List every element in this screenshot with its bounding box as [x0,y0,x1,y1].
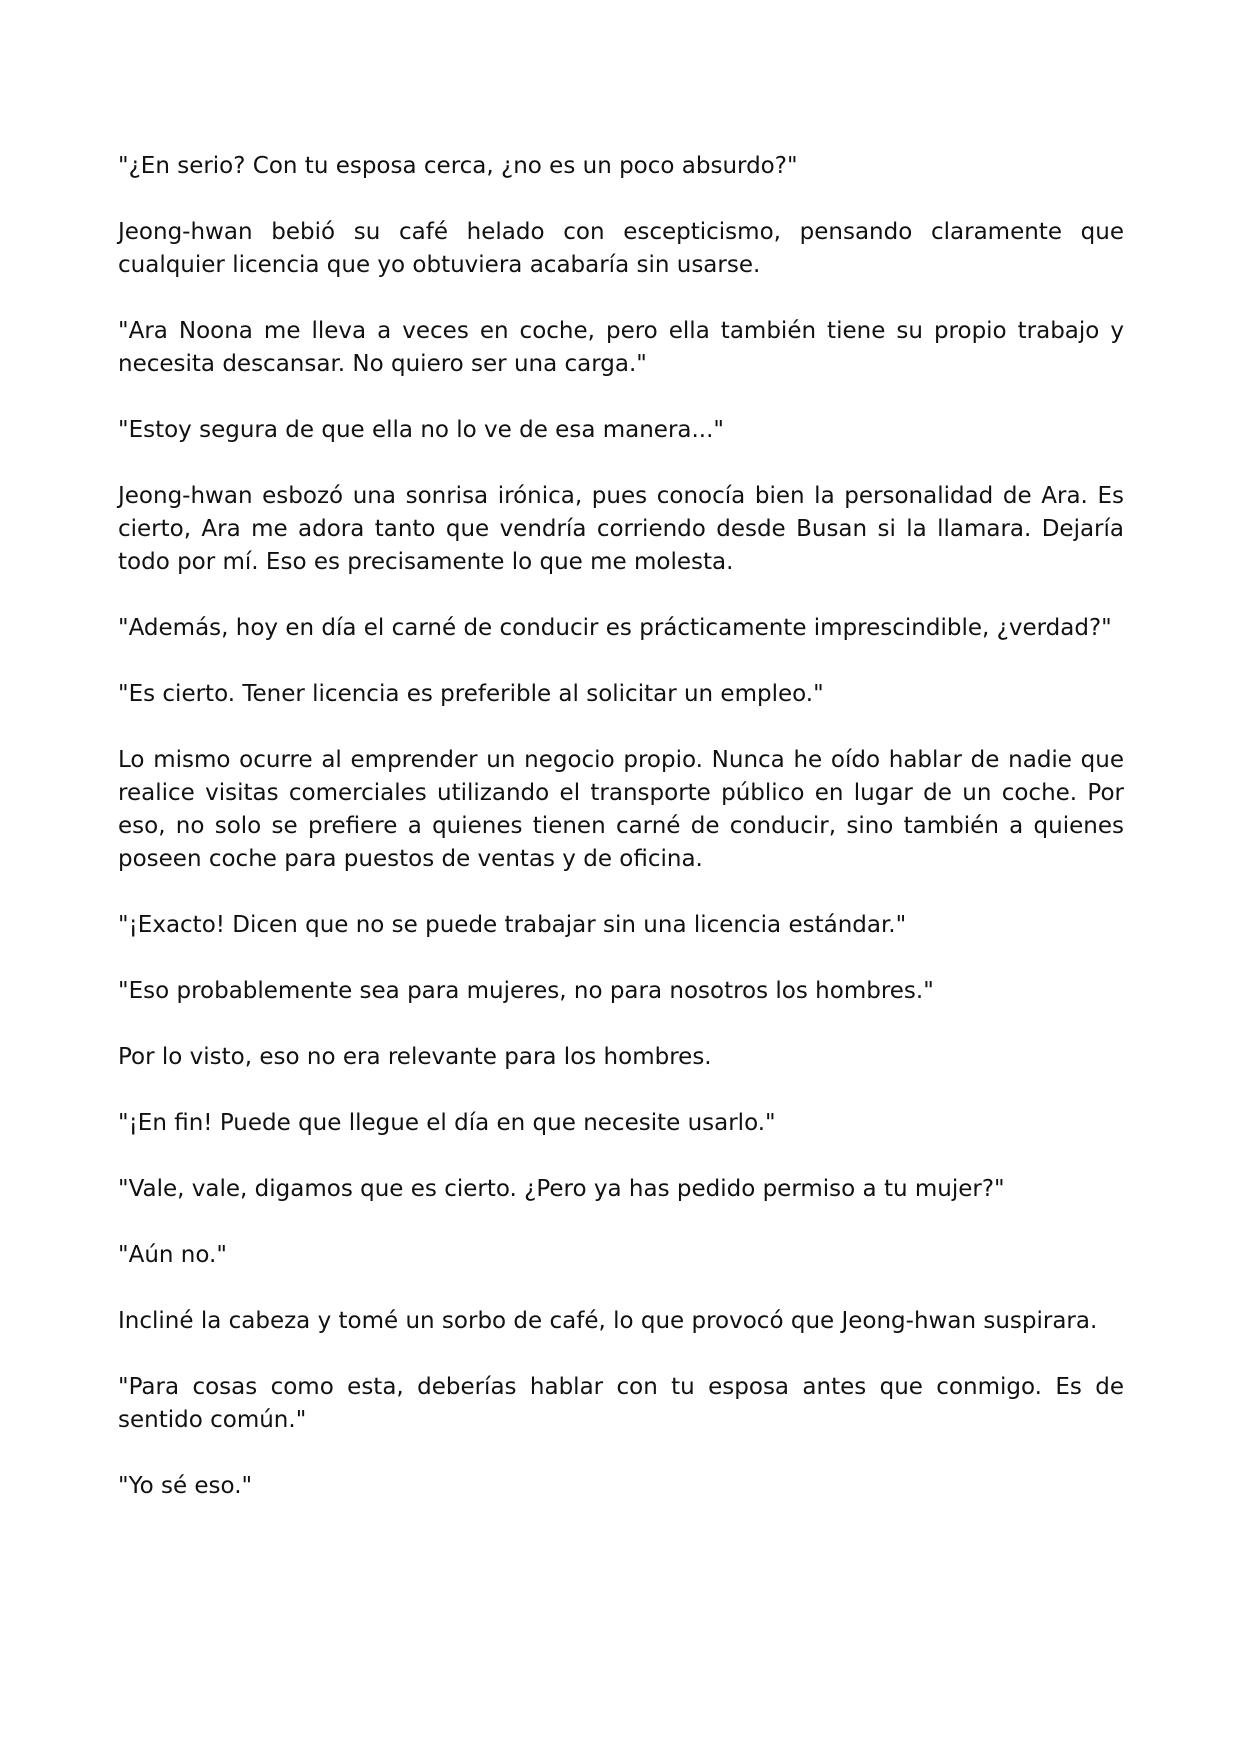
paragraph: "Es cierto. Tener licencia es preferible al solicitar un empleo." [118,681,824,707]
paragraph: "Eso probablemente sea para mujeres, no para nosotros los hombres." [118,978,934,1004]
paragraph: "¡En fin! Puede que llegue el día en que necesite usarlo." [118,1110,776,1136]
paragraph: "Ara Noona me lleva a veces en coche, pero ella también tiene su propio trabajo y necesita descansar. No quiero ser una carga." [118,318,1124,377]
paragraph: "Estoy segura de que ella no lo ve de esa manera..." [118,417,725,443]
paragraph: "Aún no." [118,1242,227,1268]
paragraph: Lo mismo ocurre al emprender un negocio propio. Nunca he oído hablar de nadie que realice visitas comerciales utilizando el transporte público en lugar de un coche. Por eso, no solo se prefiere a quienes tienen carné de conducir, sino también a quienes poseen coche para puestos de ventas y de oficina. [118,747,1124,872]
paragraph: "¿En serio? Con tu esposa cerca, ¿no es un poco absurdo?" [118,153,798,179]
paragraph: Incliné la cabeza y tomé un sorbo de café, lo que provocó que Jeong-hwan suspirara. [118,1308,1098,1334]
paragraph: "Vale, vale, digamos que es cierto. ¿Pero ya has pedido permiso a tu mujer?" [118,1176,1005,1202]
paragraph: "¡Exacto! Dicen que no se puede trabajar sin una licencia estándar." [118,912,907,938]
paragraph: "Para cosas como esta, deberías hablar con tu esposa antes que conmigo. Es de sentido común." [118,1374,1124,1433]
paragraph: "Yo sé eso." [118,1473,253,1499]
paragraph: Por lo visto, eso no era relevante para los hombres. [118,1044,712,1070]
document-page [118,150,1124,1536]
paragraph: "Además, hoy en día el carné de conducir es prácticamente imprescindible, ¿verdad?" [118,615,1112,641]
paragraph: Jeong-hwan esbozó una sonrisa irónica, pues conocía bien la personalidad de Ara. Es cierto, Ara me adora tanto que vendría corriendo desde Busan si la llamara. Dejaría todo por mí. Eso es precisamente lo que me molesta. [118,483,1124,575]
paragraph: Jeong-hwan bebió su café helado con escepticismo, pensando claramente que cualquier licencia que yo obtuviera acabaría sin usarse. [118,219,1124,278]
